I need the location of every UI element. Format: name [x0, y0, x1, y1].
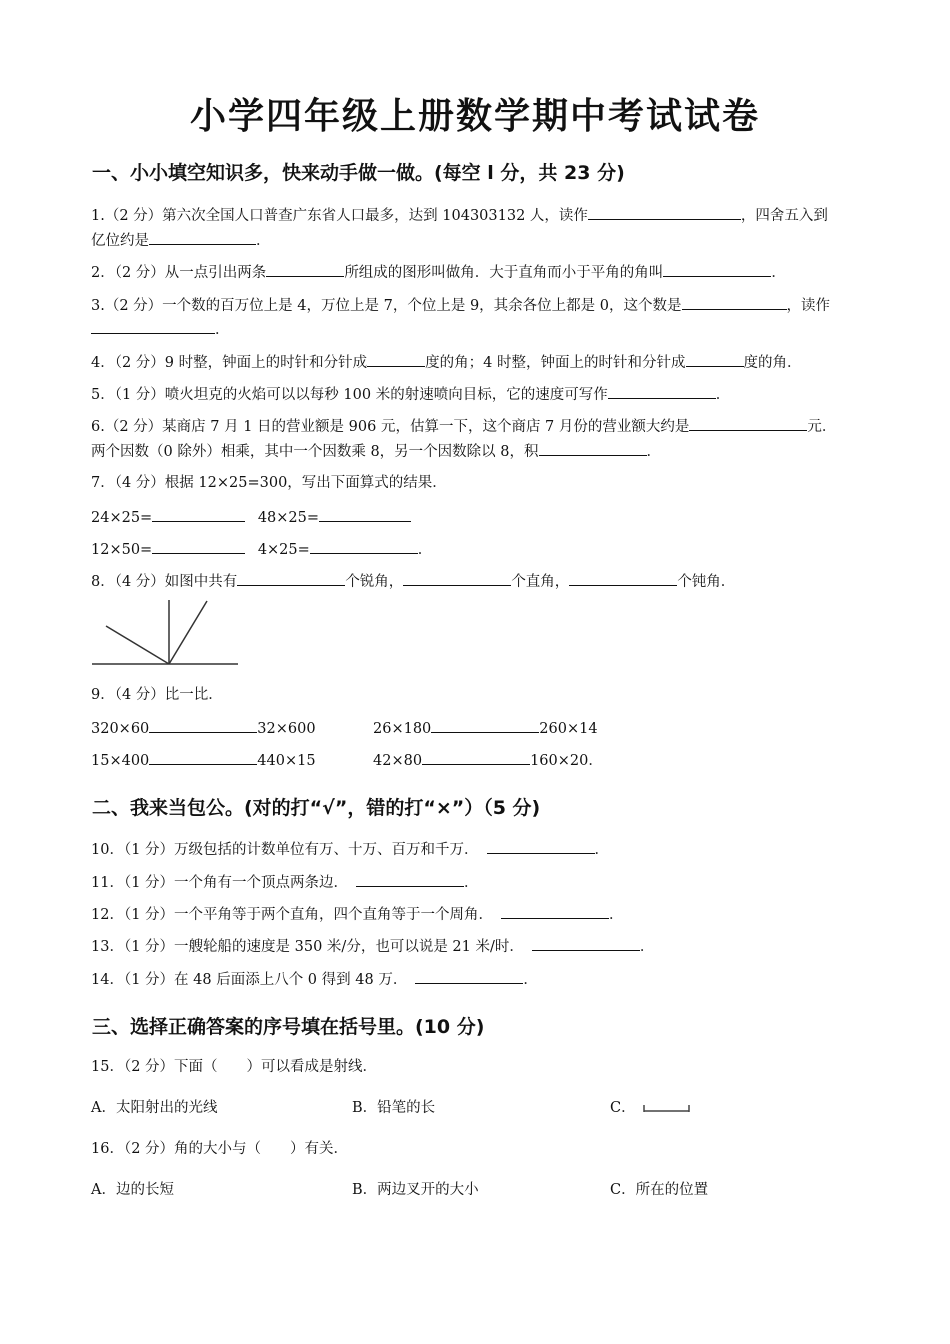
answer-blank	[319, 506, 411, 522]
compare-right: 440×15	[257, 753, 316, 769]
answer-blank	[588, 204, 741, 220]
question-1-text-b: ，四舍五入到	[740, 208, 828, 224]
answer-blank	[608, 383, 716, 399]
question-4-text: 4．（2 分）9 时整，钟面上的时针和分针成	[91, 355, 368, 371]
question-14-text: 14．（1 分）在 48 后面添上八个 0 得到 48 万．	[91, 972, 408, 988]
equation: 4×25=	[257, 542, 310, 558]
question-3-line-1	[91, 294, 830, 316]
period: ．	[594, 842, 610, 858]
period: ．	[215, 322, 230, 338]
question-2-text: 2．（2 分）从一点引出两条	[91, 265, 267, 281]
period: ．	[256, 233, 271, 249]
period: ．	[771, 265, 786, 281]
question-6-text-c: 两个因数（0 除外）相乘，其中一个因数乘 8，另一个因数除以 8，积	[91, 444, 539, 460]
option-b[interactable]: B．铅笔的长	[352, 1100, 436, 1116]
answer-blank	[91, 318, 215, 334]
question-14	[91, 968, 538, 990]
answer-blank	[310, 538, 418, 554]
answer-blank	[569, 570, 677, 586]
answer-blank	[149, 749, 257, 765]
figure-ray-left	[106, 626, 169, 664]
question-2-text-b: 所组成的图形叫做角．大于直角而小于平角的角叫	[344, 265, 664, 281]
section-3-heading: 三、选择正确答案的序号填在括号里。(10 分)	[92, 1016, 485, 1038]
answer-blank	[266, 261, 344, 277]
answer-blank	[689, 415, 807, 431]
question-6-line-1	[91, 415, 836, 437]
answer-blank	[682, 294, 787, 310]
answer-blank	[152, 506, 245, 522]
question-5-text: 5．（1 分）喷火坦克的火焰可以以每秒 100 米的射速喷向目标，它的速度可写作	[91, 387, 608, 403]
compare-pair-2	[373, 717, 598, 739]
question-16: 16．（2 分）角的大小与（ ）有关．	[91, 1141, 349, 1157]
question-6-line-2	[91, 440, 661, 462]
answer-blank	[532, 935, 640, 951]
period: ．	[417, 542, 433, 558]
compare-pair-4	[373, 749, 603, 771]
equation: 24×25=	[91, 510, 153, 526]
option-a[interactable]: A．太阳射出的光线	[91, 1100, 218, 1116]
period: ．	[646, 444, 662, 460]
page-title: 小学四年级上册数学期中考试试卷	[189, 96, 760, 137]
option-b[interactable]: B．两边叉开的大小	[352, 1182, 479, 1198]
question-8-text-d: 个钝角．	[677, 574, 736, 590]
compare-left: 26×180	[373, 721, 432, 737]
question-11	[91, 871, 479, 893]
answer-blank	[415, 968, 523, 984]
period: ．	[609, 907, 624, 923]
question-8-text: 8．（4 分）如图中共有	[91, 574, 238, 590]
question-7-row-1	[91, 506, 411, 528]
compare-right: 260×14	[539, 721, 598, 737]
section-2-heading: 二、我来当包公。(对的打“√”，错的打“×”）（5 分)	[92, 797, 541, 819]
question-6-text: 6.（2 分）某商店 7 月 1 日的营业额是 906 元，估算一下，这个商店 7 月份的营业额大约是	[91, 419, 690, 435]
compare-right: 160×20．	[530, 753, 603, 769]
period: ．	[464, 875, 479, 891]
question-12	[91, 903, 624, 925]
period: ．	[715, 387, 731, 403]
answer-blank	[431, 717, 539, 733]
question-15: 15．（2 分）下面（ ）可以看成是射线．	[91, 1059, 378, 1075]
question-3-text: 3.（2 分）一个数的百万位上是 4，万位上是 7，个位上是 9，其余各位上都是 0，这个数是	[91, 298, 682, 314]
section-1-heading: 一、小小填空知识多，快来动手做一做。(每空 l 分，共 23 分)	[92, 162, 625, 184]
question-15-options	[91, 1098, 791, 1118]
answer-blank	[501, 903, 609, 919]
question-9: 9．（4 分）比一比．	[91, 687, 223, 703]
answer-blank	[539, 440, 647, 456]
question-1-line-2	[91, 229, 271, 251]
question-4-text-b: 度的角；4 时整，钟面上的时针和分针成	[425, 355, 686, 371]
answer-blank	[356, 871, 464, 887]
question-4	[91, 351, 802, 373]
question-6-text-b: 元．	[807, 419, 837, 435]
question-4-text-c: 度的角．	[743, 355, 802, 371]
question-8	[91, 570, 735, 592]
question-8-text-b: 个锐角，	[345, 574, 404, 590]
question-3-text-b: ，读作	[786, 298, 831, 314]
question-1-line-1	[91, 204, 828, 226]
question-1-text: 1.（2 分）第六次全国人口普查广东省人口最多，达到 104303132 人，读作	[91, 208, 588, 224]
period: ．	[639, 939, 655, 955]
compare-right: 32×600	[257, 721, 316, 737]
answer-blank	[152, 538, 245, 554]
question-8-text-c: 个直角，	[511, 574, 570, 590]
question-9-row-1	[91, 717, 651, 739]
question-9-row-2	[91, 749, 651, 771]
line-segment-icon	[642, 1101, 692, 1115]
answer-blank	[422, 749, 530, 765]
question-3-line-2	[91, 318, 230, 340]
answer-blank	[686, 351, 744, 367]
answer-blank	[149, 229, 256, 245]
question-7-row-2	[91, 538, 432, 560]
question-2	[91, 261, 786, 283]
equation: 48×25=	[257, 510, 320, 526]
answer-blank	[403, 570, 511, 586]
option-c[interactable]	[610, 1098, 692, 1118]
question-12-text: 12．（1 分）一个平角等于两个直角，四个直角等于一个周角．	[91, 907, 494, 923]
angle-figure	[90, 598, 242, 668]
compare-left: 42×80	[373, 753, 423, 769]
answer-blank	[367, 351, 425, 367]
option-c-label: C．	[610, 1100, 636, 1116]
answer-blank	[149, 717, 257, 733]
question-13-text: 13．（1 分）一艘轮船的速度是 350 米/分，也可以说是 21 米/时．	[91, 939, 524, 955]
period: ．	[523, 972, 538, 988]
option-c[interactable]: C．所在的位置	[610, 1182, 709, 1198]
equation: 12×50=	[91, 542, 153, 558]
compare-left: 15×400	[91, 753, 150, 769]
option-a[interactable]: A．边的长短	[91, 1182, 174, 1198]
question-1-text-c: 亿位约是	[91, 233, 149, 249]
answer-blank	[487, 838, 595, 854]
question-11-text: 11．（1 分）一个角有一个顶点两条边．	[91, 875, 349, 891]
question-5	[91, 383, 730, 405]
figure-ray-right	[169, 601, 207, 664]
question-13	[91, 935, 654, 957]
answer-blank	[237, 570, 345, 586]
question-16-options	[91, 1180, 791, 1200]
answer-blank	[663, 261, 771, 277]
question-7: 7．（4 分）根据 12×25=300，写出下面算式的结果．	[91, 475, 447, 491]
question-10-text: 10．（1 分）万级包括的计数单位有万、十万、百万和千万．	[91, 842, 479, 858]
question-10	[91, 838, 609, 860]
compare-left: 320×60	[91, 721, 150, 737]
